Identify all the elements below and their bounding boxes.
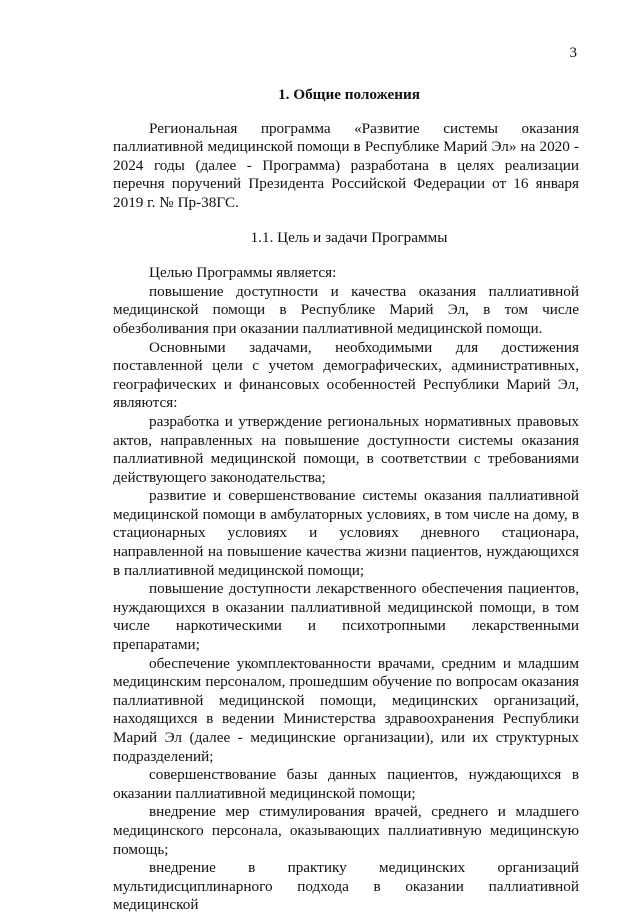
body-paragraph: совершенствование базы данных пациентов, нуждающихся в оказании паллиативной медицинской помощи; — [113, 766, 579, 802]
body-paragraph: развитие и совершенствование системы оказания паллиативной медицинской помощи в амбулаторных условиях, в том числе на дому, в стационарных условиях и условиях дневного стационара, направленной на повышение качества жизни пациентов, нуждающихся в паллиативной медицинской помощи; — [113, 487, 579, 579]
section-heading: 1. Общие положения — [278, 86, 420, 103]
body-paragraph: повышение доступности и качества оказания паллиативной медицинской помощи в Республике Марий Эл, в том числе обезболивания при оказании паллиативной медицинской помощи. — [113, 282, 579, 337]
body-paragraph: Целью Программы является: — [149, 264, 337, 282]
body-paragraph: внедрение мер стимулирования врачей, среднего и младшего медицинского персонала, оказывающих паллиативную медицинскую помощь; — [113, 803, 579, 858]
body-paragraph: повышение доступности лекарственного обеспечения пациентов, нуждающихся в оказании паллиативной медицинской помощи, в том числе наркотическими и психотропными лекарственными препаратами; — [113, 580, 579, 654]
document-body — [113, 86, 579, 915]
body-paragraph: Основными задачами, необходимыми для достижения поставленной цели с учетом демографических, административных, географических и финансовых особенностей Республики Марий Эл, являются: — [113, 338, 579, 412]
body-paragraph: внедрение в практику медицинских организаций мультидисциплинарного подхода в оказании паллиативной медицинской — [113, 859, 579, 914]
subsection-heading: 1.1. Цель и задачи Программы — [250, 228, 448, 246]
body-paragraph: разработка и утверждение региональных нормативных правовых актов, направленных на повышение доступности системы оказания паллиативной медицинской помощи, в соответствии с требованиями действующего законодательства; — [113, 412, 579, 486]
page-number: 3 — [569, 45, 577, 61]
body-paragraph: обеспечение укомплектованности врачами, средним и младшим медицинским персоналом, прошедшим обучение по вопросам оказания паллиативной медицинской помощи, медицинских организаций, находящихся в ведении Министерства здравоохранения Республики Марий Эл (далее - медицинские организации), или их структурных подразделений; — [113, 654, 579, 765]
intro-paragraph: Региональная программа «Развитие системы оказания паллиативной медицинской помощи в Республике Марий Эл» на 2020 - 2024 годы (далее - Программа) разработана в целях реализации перечня поручений Президента Российской Федерации от 16 января 2019 г. № Пр-38ГС. — [113, 119, 579, 211]
